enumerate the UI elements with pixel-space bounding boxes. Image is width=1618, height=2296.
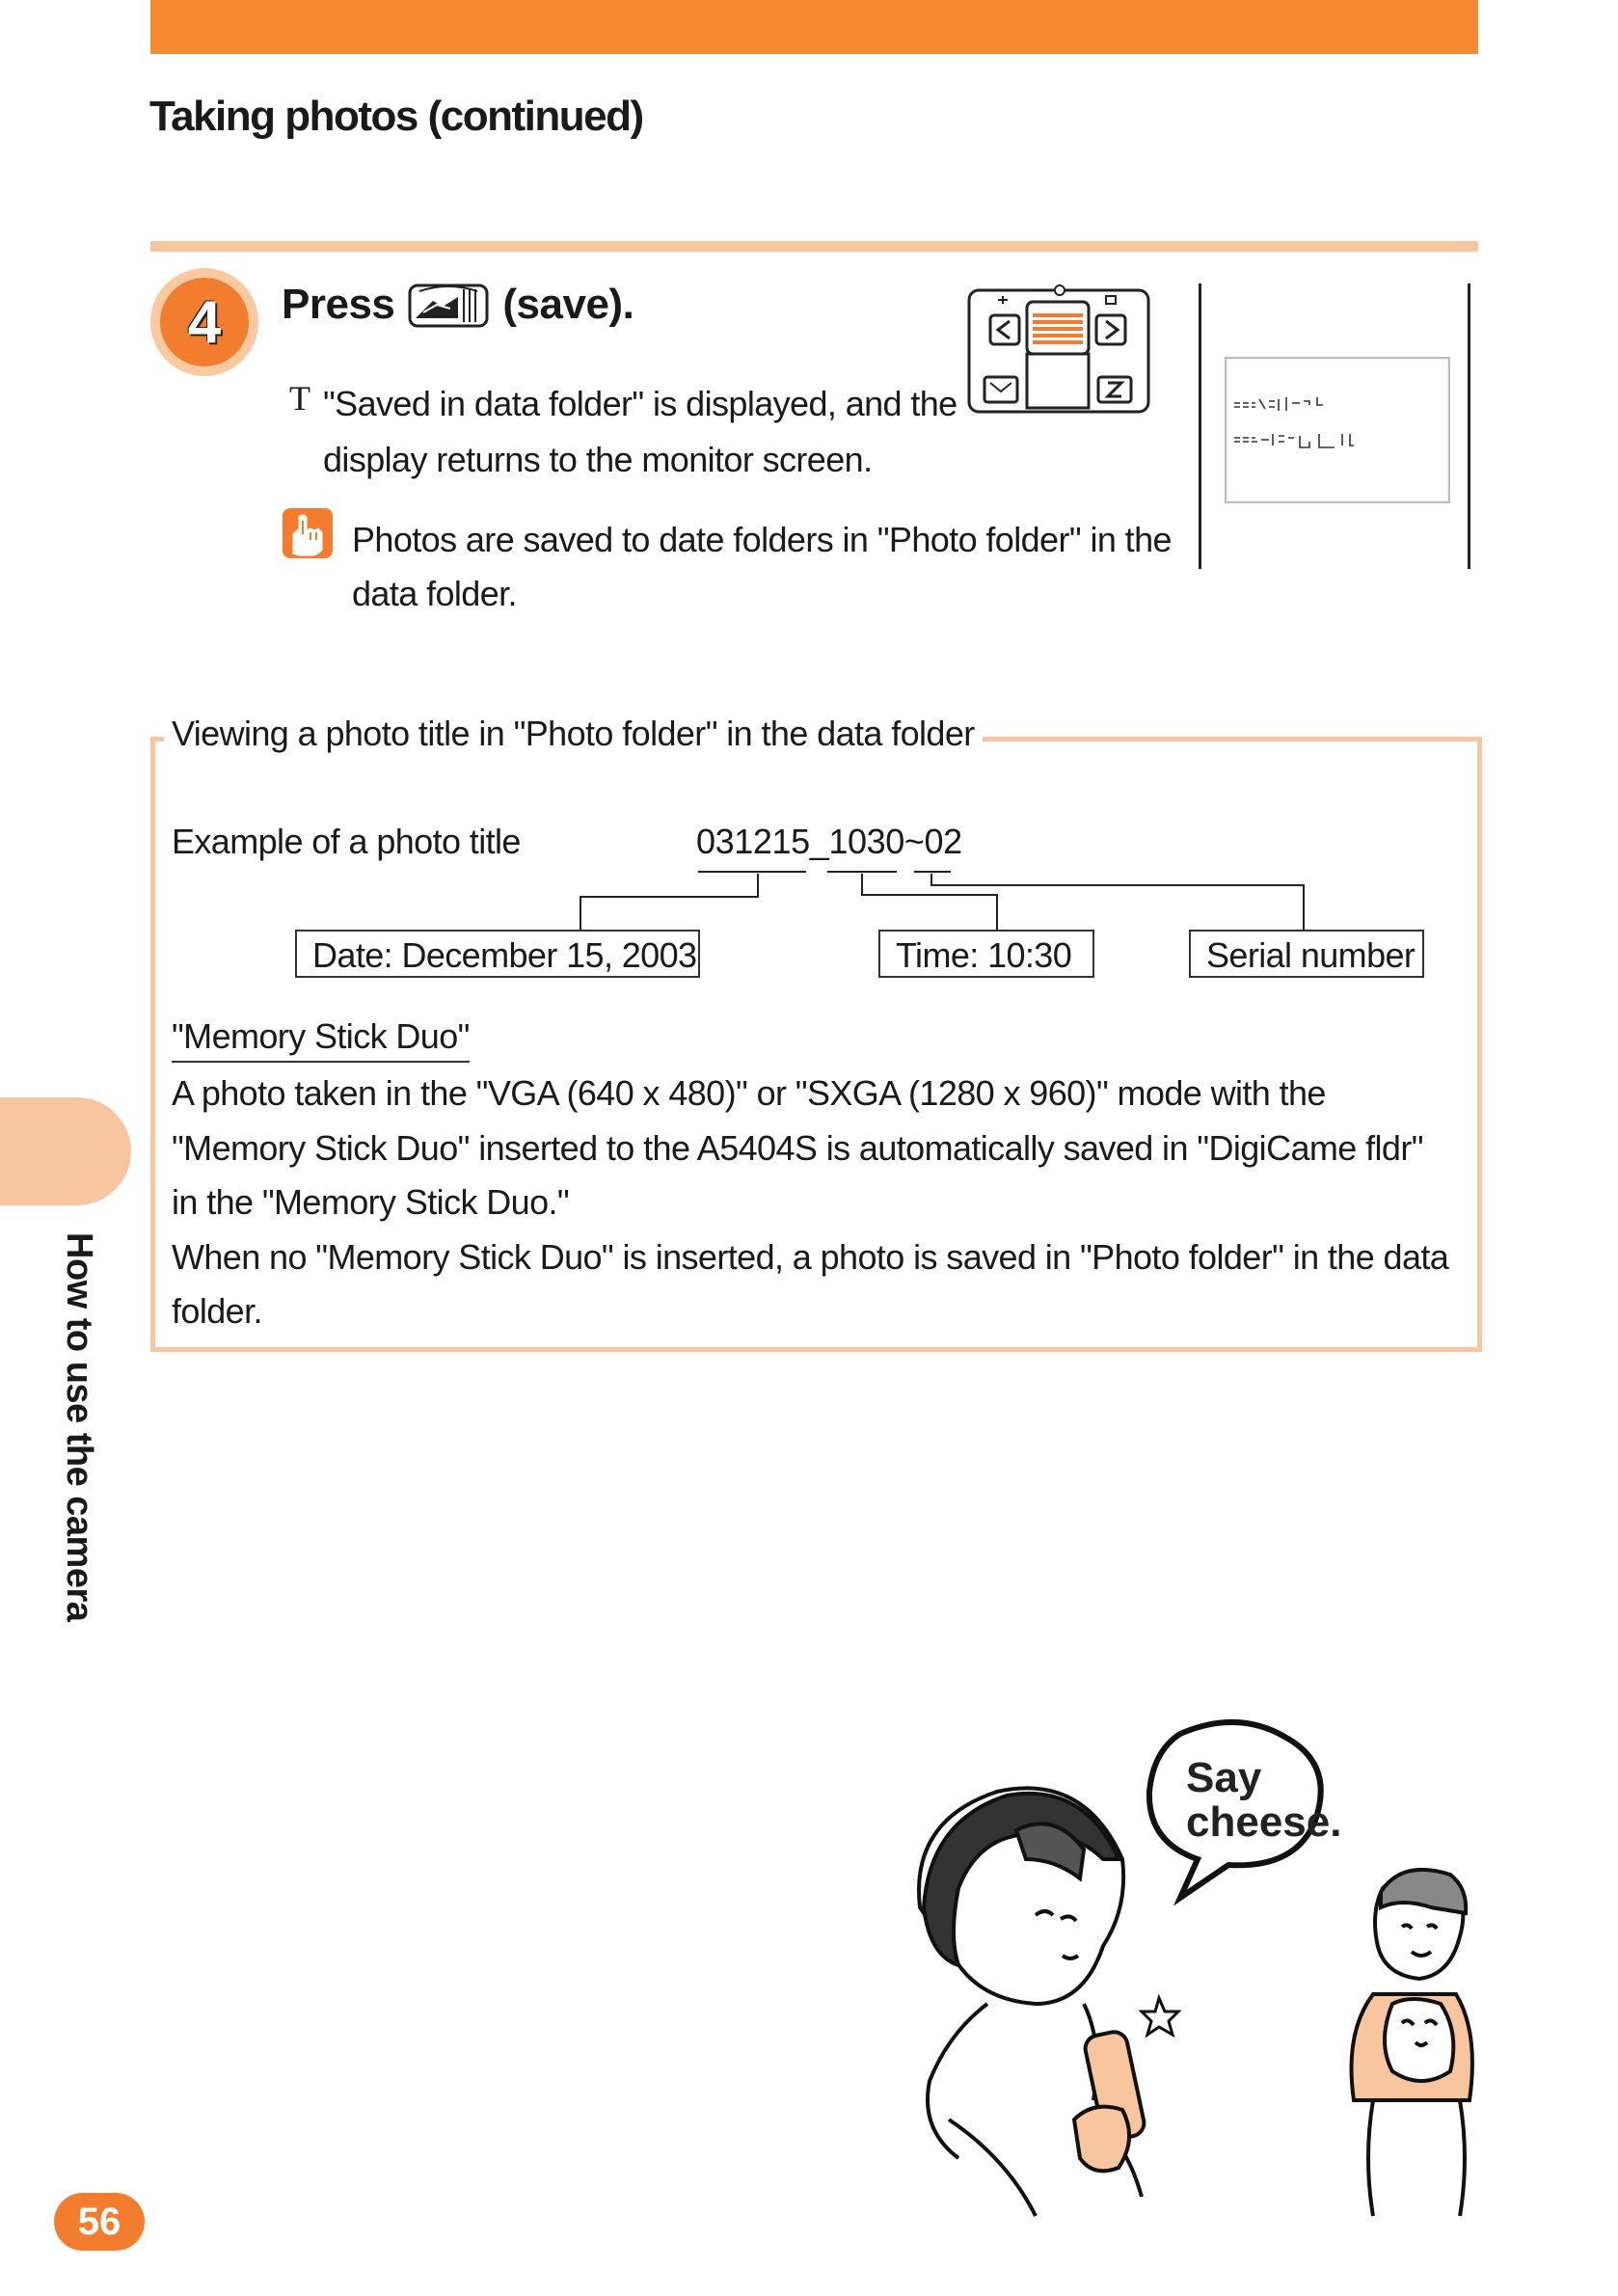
note-text: Photos are saved to date folders in "Photo folder" in the data folder.: [352, 520, 1172, 613]
example-label: Example of a photo title: [172, 822, 521, 861]
photo-title-code: 031215_1030~02: [696, 822, 962, 861]
flash-star: [1142, 1998, 1178, 2035]
speech-line-2: cheese.: [1186, 1798, 1342, 1846]
page-number: 56: [54, 2193, 145, 2251]
result-text: "Saved in data folder" is displayed, and the display returns to the monitor screen.: [323, 384, 957, 479]
time-label: Time: 10:30: [878, 930, 1094, 978]
page-title: Taking photos (continued): [149, 93, 643, 140]
step-number-badge: [150, 268, 258, 376]
step-instruction: [282, 280, 634, 330]
saved-message-glyphs: [1227, 359, 1448, 501]
pointing-hand-icon: [282, 507, 334, 559]
screen-frame-left: [1199, 284, 1201, 569]
save-key-icon: [408, 280, 489, 330]
side-chapter-label: How to use the camera: [59, 1232, 99, 1622]
speech-line-1: Say: [1186, 1754, 1262, 1801]
side-chapter-tab: [0, 1097, 131, 1205]
action-suffix: (save).: [502, 281, 634, 328]
top-banner: [150, 0, 1478, 54]
memory-stick-paragraph: When no "Memory Stick Duo" is inserted, a photo is saved in "Photo folder" in the data folder.: [172, 1236, 1449, 1331]
saved-message-screen: [1225, 357, 1450, 503]
subject-figure: [1352, 1870, 1472, 2216]
photographer-figure: [919, 1788, 1146, 2216]
result-bullet: T: [289, 379, 310, 418]
screen-frame-right: [1468, 284, 1470, 569]
step-divider: [150, 241, 1478, 252]
memory-stick-paragraph: A photo taken in the "VGA (640 x 480)" or "SXGA (1280 x 960)" mode with the "Memory Stick Duo" inserted to the A5404S is automatically saved in "DigiCame fldr" in the "Memory Stick Duo.": [172, 1073, 1423, 1222]
date-label: Date: December 15, 2003: [295, 930, 700, 978]
serial-number-label: Serial number: [1189, 930, 1424, 978]
speech-bubble: [1149, 1722, 1342, 1898]
memory-stick-heading: "Memory Stick Duo": [172, 1014, 470, 1063]
press-word: Press: [282, 281, 395, 328]
info-box-title: Viewing a photo title in "Photo folder" in the data folder: [164, 714, 983, 754]
say-cheese-illustration: [891, 1715, 1508, 2255]
step-number: 4: [160, 278, 249, 366]
keypad-illustration: [967, 284, 1150, 416]
memory-stick-body: [172, 1067, 1454, 1339]
